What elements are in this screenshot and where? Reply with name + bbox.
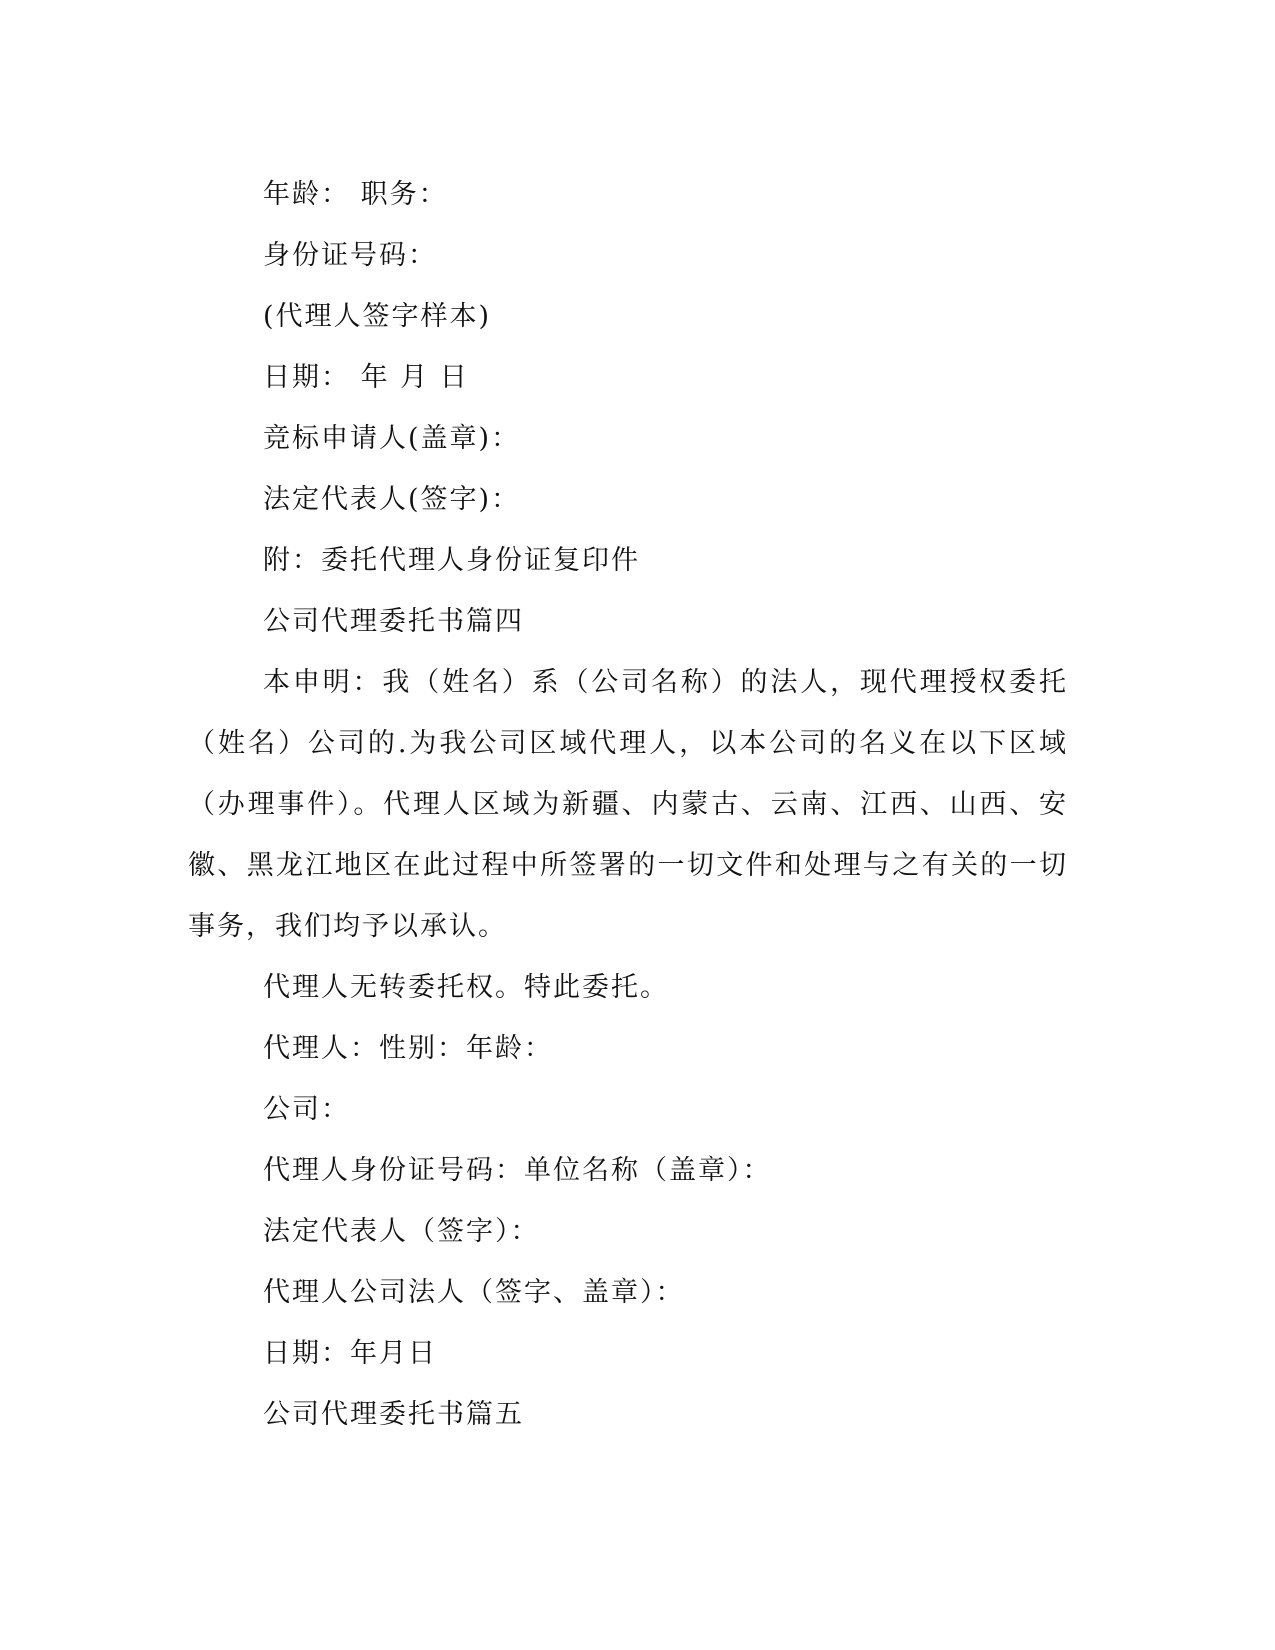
- document-body: [188, 164, 1068, 1445]
- date-line-2: 日期：年月日: [263, 1338, 437, 1369]
- agent-signature-sample-line: (代理人签字样本): [263, 301, 492, 332]
- attachment-line: 附：委托代理人身份证复印件: [263, 545, 640, 576]
- declaration-paragraph: 本申明：我（姓名）系（公司名称）的法人，现代理授权委托（姓名）公司的.为我公司区域代理人，以本公司的名义在以下区域（办理事件）。代理人区域为新疆、内蒙古、云南、江西、山西、安徽、黑龙江地区在此过程中所签署的一切文件和处理与之有关的一切事务，我们均予以承认。: [188, 667, 1068, 942]
- date-line: 日期： 年 月 日: [263, 362, 469, 393]
- legal-representative-line: 法定代表人（签字）：: [263, 1216, 540, 1247]
- agent-id-company-seal-line: 代理人身份证号码：单位名称（盖章）：: [263, 1155, 772, 1186]
- section-heading-4: 公司代理委托书篇四: [263, 606, 524, 637]
- bidder-seal-line: 竞标申请人(盖章)：: [263, 423, 521, 454]
- company-line: 公司：: [263, 1094, 350, 1125]
- agent-gender-age-line: 代理人：性别：年龄：: [263, 1033, 553, 1064]
- id-number-line: 身份证号码：: [263, 240, 437, 271]
- agent-company-legal-person-line: 代理人公司法人（签字、盖章）：: [263, 1277, 685, 1308]
- section-heading-5: 公司代理委托书篇五: [263, 1399, 524, 1430]
- legal-representative-signature-line: 法定代表人(签字)：: [263, 484, 521, 515]
- no-subdelegation-line: 代理人无转委托权。特此委托。: [263, 972, 669, 1003]
- age-position-line: 年龄： 职务：: [263, 179, 448, 210]
